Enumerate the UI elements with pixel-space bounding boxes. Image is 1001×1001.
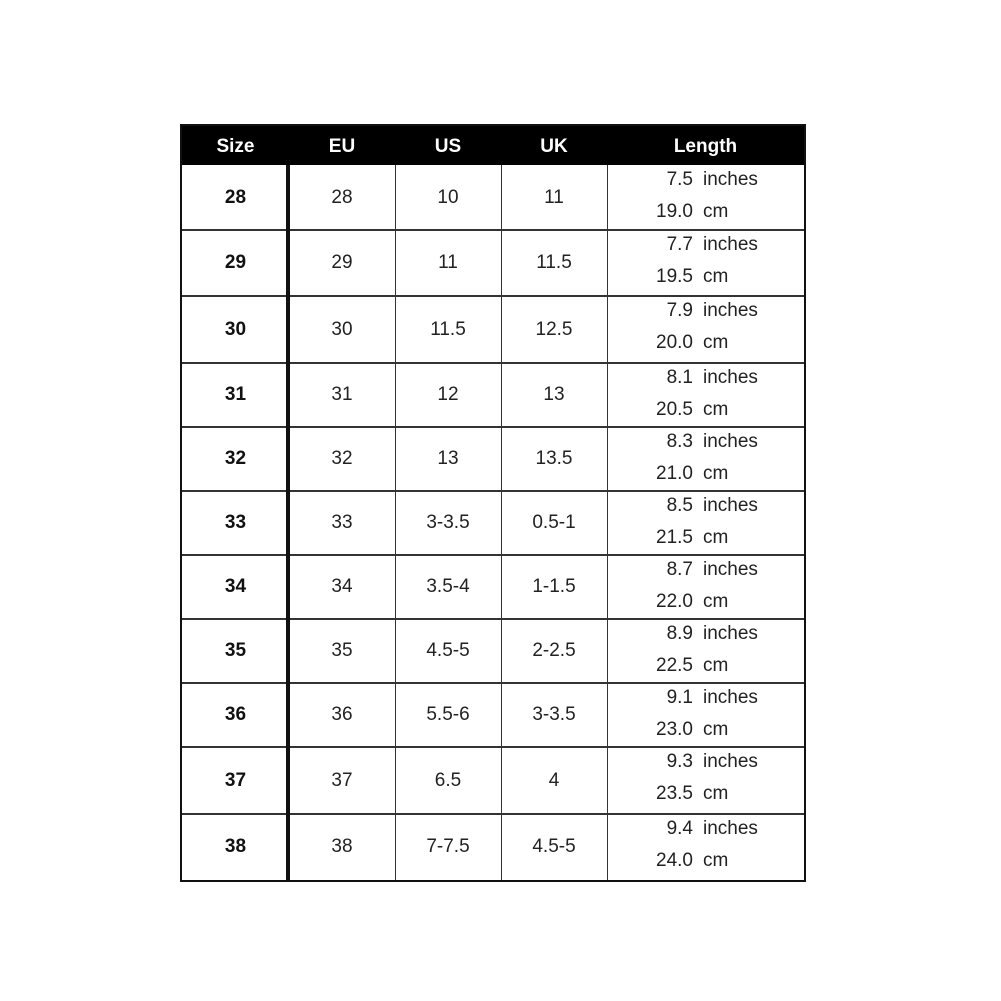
length-cm-value: 19.5 (656, 266, 693, 287)
cell-size: 35 (224, 640, 247, 661)
cell-uk: 11.5 (536, 252, 572, 273)
header-eu: EU (328, 136, 356, 157)
length-cm-unit: cm (703, 527, 729, 548)
length-inches-unit: inches (703, 234, 758, 255)
length-inches-unit: inches (703, 751, 758, 772)
length-cm-value: 20.5 (656, 399, 693, 420)
cell-eu: 29 (331, 252, 353, 273)
cell-length-cm (651, 783, 728, 805)
cell-size: 31 (224, 384, 247, 405)
cell-eu: 32 (331, 448, 353, 469)
cell-us: 12 (437, 384, 459, 405)
cell-uk: 2-2.5 (532, 640, 576, 661)
cell-uk: 1-1.5 (532, 576, 576, 597)
length-cm-value: 19.0 (656, 201, 693, 222)
cell-uk: 0.5-1 (532, 512, 576, 533)
cell-eu: 35 (331, 640, 353, 661)
length-inches-unit: inches (703, 687, 758, 708)
length-cm-unit: cm (703, 332, 729, 353)
cell-us: 11.5 (430, 319, 466, 340)
length-cm-unit: cm (703, 655, 729, 676)
cell-eu: 31 (331, 384, 353, 405)
length-inches-unit: inches (703, 367, 758, 388)
cell-uk: 4.5-5 (532, 836, 576, 857)
cell-us: 6.5 (434, 770, 462, 791)
cell-us: 5.5-6 (426, 704, 470, 725)
cell-size: 36 (224, 704, 247, 725)
cell-length-inches (651, 687, 758, 709)
length-inches-unit: inches (703, 169, 758, 190)
cell-size: 32 (224, 448, 247, 469)
cell-size: 38 (224, 836, 247, 857)
cell-length-cm (651, 266, 728, 288)
cell-us: 4.5-5 (426, 640, 470, 661)
cell-uk: 3-3.5 (532, 704, 576, 725)
cell-uk: 4 (548, 770, 560, 791)
length-inches-unit: inches (703, 623, 758, 644)
length-cm-value: 23.0 (656, 719, 693, 740)
cell-eu: 28 (331, 187, 353, 208)
cell-us: 13 (437, 448, 459, 469)
length-inches-value: 8.3 (666, 431, 693, 452)
cell-length-inches (651, 495, 758, 517)
header-us: US (434, 136, 462, 157)
cell-size: 37 (224, 770, 247, 791)
cell-eu: 33 (331, 512, 353, 533)
length-cm-value: 24.0 (656, 850, 693, 871)
length-inches-value: 8.1 (666, 367, 693, 388)
length-inches-value: 9.3 (666, 751, 693, 772)
length-inches-value: 8.7 (666, 559, 693, 580)
cell-eu: 34 (331, 576, 353, 597)
cell-size: 33 (224, 512, 247, 533)
length-cm-value: 20.0 (656, 332, 693, 353)
cell-length-cm (651, 332, 728, 354)
length-inches-unit: inches (703, 818, 758, 839)
cell-size: 34 (224, 576, 247, 597)
length-cm-unit: cm (703, 266, 729, 287)
cell-length-inches (651, 367, 758, 389)
length-cm-value: 21.0 (656, 463, 693, 484)
cell-uk: 13.5 (535, 448, 573, 469)
cell-eu: 37 (331, 770, 353, 791)
cell-uk: 13 (543, 384, 565, 405)
cell-length-cm (651, 527, 728, 549)
cell-eu: 30 (331, 319, 353, 340)
length-inches-unit: inches (703, 495, 758, 516)
length-cm-unit: cm (703, 783, 729, 804)
length-inches-unit: inches (703, 300, 758, 321)
cell-length-cm (651, 850, 728, 872)
header-size: Size (216, 136, 255, 157)
length-cm-unit: cm (703, 719, 729, 740)
length-inches-value: 9.4 (666, 818, 693, 839)
cell-length-inches (651, 169, 758, 191)
length-inches-value: 7.7 (666, 234, 693, 255)
cell-size: 28 (224, 187, 247, 208)
cell-us: 3-3.5 (426, 512, 470, 533)
length-inches-value: 7.9 (666, 300, 693, 321)
size-chart-table (180, 124, 806, 882)
length-cm-value: 22.5 (656, 655, 693, 676)
length-inches-value: 8.5 (666, 495, 693, 516)
cell-length-inches (651, 623, 758, 645)
cell-us: 7-7.5 (426, 836, 470, 857)
cell-length-cm (651, 201, 728, 223)
length-cm-unit: cm (703, 463, 729, 484)
cell-eu: 36 (331, 704, 353, 725)
table-header-row (182, 126, 804, 165)
cell-length-cm (651, 719, 728, 741)
cell-us: 3.5-4 (426, 576, 470, 597)
cell-length-cm (651, 463, 728, 485)
cell-uk: 11 (544, 187, 564, 208)
cell-uk: 12.5 (535, 319, 573, 340)
header-length: Length (673, 136, 738, 157)
cell-length-cm (651, 399, 728, 421)
length-cm-unit: cm (703, 399, 729, 420)
length-inches-unit: inches (703, 559, 758, 580)
length-inches-value: 7.5 (666, 169, 693, 190)
cell-length-inches (651, 234, 758, 256)
length-cm-unit: cm (703, 201, 729, 222)
cell-length-inches (651, 431, 758, 453)
length-cm-value: 22.0 (656, 591, 693, 612)
cell-length-inches (651, 818, 758, 840)
cell-length-inches (651, 300, 758, 322)
length-inches-value: 9.1 (666, 687, 693, 708)
length-cm-unit: cm (703, 850, 729, 871)
cell-size: 30 (224, 319, 247, 340)
cell-length-cm (651, 655, 728, 677)
cell-us: 11 (438, 252, 458, 273)
length-cm-value: 21.5 (656, 527, 693, 548)
length-inches-unit: inches (703, 431, 758, 452)
cell-us: 10 (437, 187, 459, 208)
cell-eu: 38 (331, 836, 353, 857)
length-inches-value: 8.9 (666, 623, 693, 644)
cell-length-inches (651, 559, 758, 581)
header-uk: UK (540, 136, 568, 157)
length-cm-unit: cm (703, 591, 729, 612)
cell-size: 29 (224, 252, 247, 273)
cell-length-inches (651, 751, 758, 773)
cell-length-cm (651, 591, 728, 613)
length-cm-value: 23.5 (656, 783, 693, 804)
column-divider (607, 165, 608, 880)
